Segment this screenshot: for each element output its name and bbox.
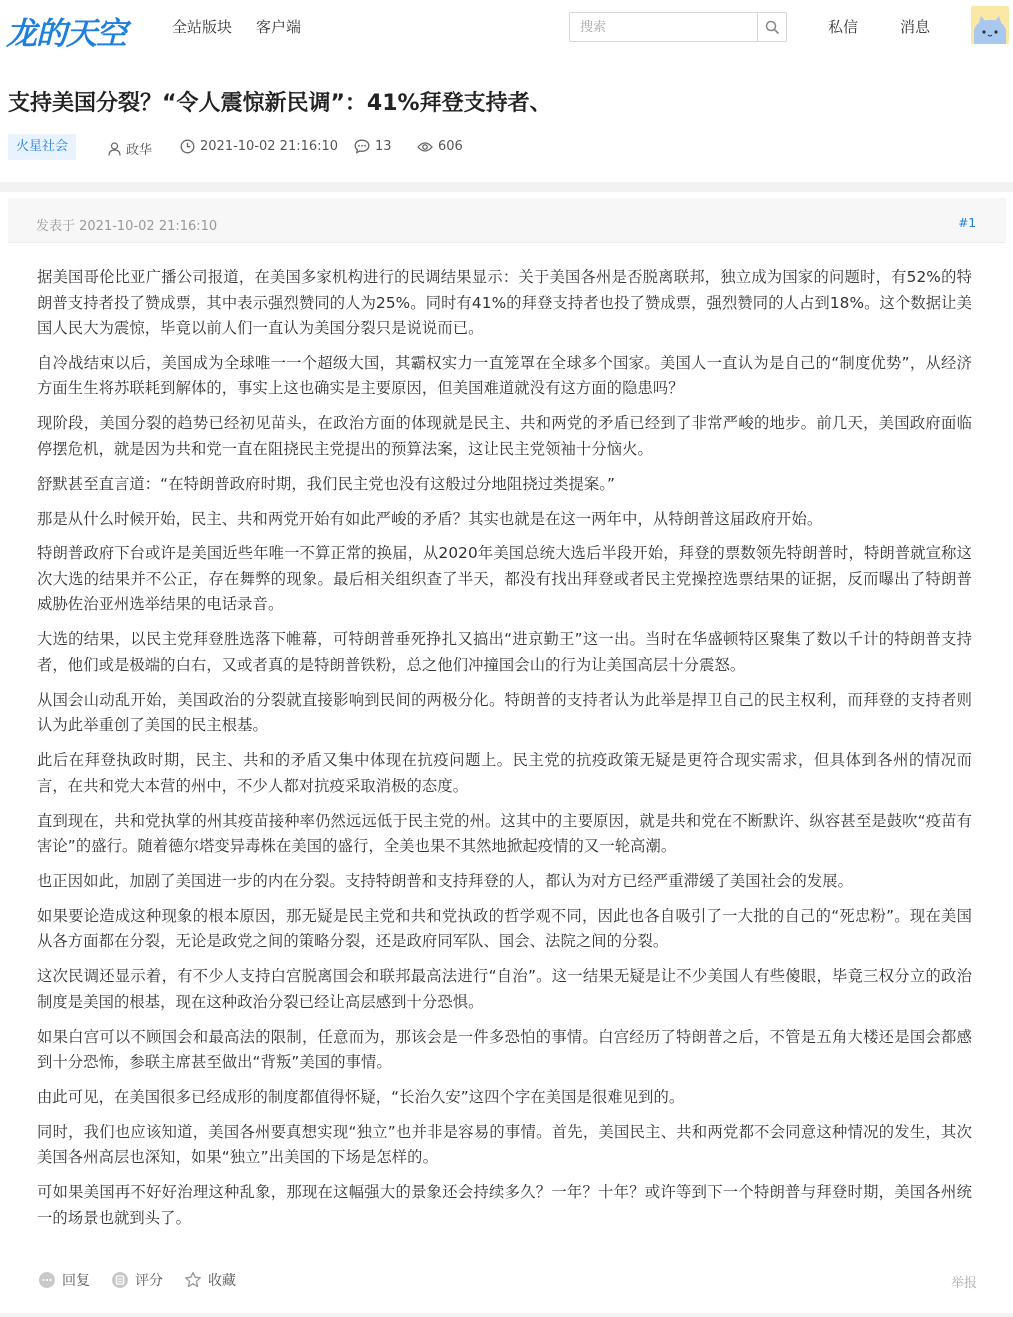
paragraph: 直到现在，共和党执掌的州其疫苗接种率仍然远远低于民主党的州。这其中的主要原因，就是共和党在不断默许、纵容甚至是鼓吹“疫苗有害论”的盛行。随着德尔塔变异毒株在美国的盛行，全美也果不其然地掀起疫情的又一轮高潮。 (37, 811, 972, 856)
avatar-cat-icon (971, 6, 1009, 44)
view-count: 606 (438, 139, 463, 154)
eye-icon (417, 141, 433, 153)
paragraph: 舒默甚至直言道：“在特朗普政府时期，我们民主党也没有这般过分地阻挠过类提案。” (37, 474, 616, 493)
post-body (37, 265, 972, 1241)
rate-label: 评分 (135, 1273, 163, 1289)
paragraph: 自冷战结束以后，美国成为全球唯一一个超级大国，其霸权实力一直笼罩在全球多个国家。美国人一直认为是自己的“制度优势”，从经济方面生生将苏联耗到解体的，事实上这也确实是主要原因，但美国难道就没有这方面的隐患吗？ (37, 353, 972, 398)
post-view-count (417, 139, 463, 154)
search-button[interactable] (757, 12, 787, 42)
paragraph: 由此可见，在美国很多已经成形的制度都值得怀疑，“长治久安”这四个字在美国是很难见到的。 (37, 1087, 685, 1106)
paragraph: 据美国哥伦比亚广播公司报道，在美国多家机构进行的民调结果显示：关于美国各州是否脱离联邦，独立成为国家的问题时，有52%的特朗普支持者投了赞成票，其中表示强烈赞同的人为25%。同时有41%的拜登支持者也投了赞成票，强烈赞同的人占到18%。这个数据让美国人民大为震惊，毕竟以前人们一直认为美国分裂只是说说而已。 (37, 268, 972, 337)
notifications-link[interactable]: 消息 (900, 18, 931, 36)
star-icon (184, 1271, 202, 1289)
reply-button[interactable] (38, 1270, 90, 1290)
top-navbar (0, 0, 1013, 54)
user-avatar[interactable] (971, 6, 1009, 44)
post-comment-count (354, 139, 392, 154)
author-name: 政华 (126, 143, 153, 158)
post-card (0, 192, 1013, 1313)
paragraph: 如果要论造成这种现象的根本原因，那无疑是民主党和共和党执政的哲学观不同，因此也各自吸引了一大批的自己的“死忠粉”。现在美国从各方面都在分裂，无论是政党之间的策略分裂，还是政府同军队、国会、法院之间的分裂。 (37, 906, 972, 951)
reply-icon (38, 1271, 56, 1289)
site-logo[interactable]: 龙的天空 (6, 16, 126, 52)
comment-icon (354, 139, 370, 154)
paragraph: 那是从什么时候开始，民主、共和两党开始有如此严峻的矛盾？其实也就是在这一两年中，从特朗普这届政府开始。 (37, 509, 823, 528)
paragraph: 如果白宫可以不顾国会和最高法的限制，任意而为，那该会是一件多恐怕的事情。白宫经历了特朗普之后，不管是五角大楼还是国会都感到十分恐怖，参联主席甚至做出“背叛”美国的事情。 (37, 1027, 972, 1072)
favorite-label: 收藏 (208, 1273, 236, 1289)
comment-count: 13 (375, 139, 392, 154)
post-title-area (0, 54, 1013, 182)
reply-label: 回复 (62, 1273, 90, 1289)
paragraph: 从国会山动乱开始，美国政治的分裂就直接影响到民间的两极分化。特朗普的支持者认为此举是捍卫自己的民主权利，而拜登的支持者则认为此举重创了美国的民主根基。 (37, 690, 972, 735)
floor-number[interactable]: #1 (958, 216, 976, 230)
paragraph: 此后在拜登执政时期，民主、共和的矛盾又集中体现在抗疫问题上。民主党的抗疫政策无疑是更符合现实需求，但具体到各州的情况而言，在共和党大本营的州中，不少人都对抗疫采取消极的态度。 (37, 751, 972, 795)
user-icon (108, 142, 121, 156)
paragraph: 这次民调还显示着，有不少人支持白宫脱离国会和联邦最高法进行“自治”。这一结果无疑是让不少美国人有些傻眼，毕竟三权分立的政治制度是美国的根基，现在这种政治分裂已经让高层感到十分恐惧。 (37, 967, 972, 1011)
private-messages-link[interactable]: 私信 (828, 18, 859, 36)
paragraph: 特朗普政府下台或许是美国近些年唯一不算正常的换届，从2020年美国总统大选后半段开始，拜登的票数领先特朗普时，特朗普就宣称这次大选的结果并不公正，存在舞弊的现象。最后相关组织查了半天，都没有找出拜登或者民主党操控选票结果的证据，反而曝出了特朗普威胁佐治亚州选举结果的电话录音。 (37, 544, 972, 614)
paragraph: 现阶段，美国分裂的趋势已经初见苗头，在政治方面的体现就是民主、共和两党的矛盾已经到了非常严峻的地步。前几天，美国政府面临停摆危机，就是因为共和党一直在阻挠民主党提出的预算法案，这让民主党领袖十分恼火。 (37, 414, 972, 458)
post-header (8, 198, 1006, 243)
paragraph: 也正因如此，加剧了美国进一步的内在分裂。支持特朗普和支持拜登的人，都认为对方已经严重滞缓了美国社会的发展。 (37, 871, 854, 890)
clock-icon (180, 139, 195, 154)
rate-button[interactable] (111, 1270, 163, 1290)
report-button[interactable]: 举报 (950, 1276, 977, 1291)
post-datetime (180, 139, 338, 154)
datetime-text: 2021-10-02 21:16:10 (200, 139, 339, 154)
forum-badge[interactable]: 火星社会 (8, 134, 76, 160)
search-icon (765, 20, 780, 35)
search-input[interactable] (569, 12, 757, 42)
paragraph: 同时，我们也应该知道，美国各州要真想实现“独立”也并非是容易的事情。首先，美国民主、共和两党都不会同意这种情况的发生，其次美国各州高层也深知，如果“独立”出美国的下场是怎样的。 (37, 1122, 972, 1167)
paragraph: 可如果美国再不好好治理这种乱象，那现在这幅强大的景象还会持续多久？一年？十年？或许等到下一个特朗普与拜登时期，美国各州统一的场景也就到头了。 (37, 1183, 972, 1227)
post-author[interactable] (108, 139, 152, 158)
post-title: 支持美国分裂？“令人震惊新民调”：41%拜登支持者、 (8, 91, 552, 116)
rate-icon (111, 1271, 129, 1289)
post-actions (0, 1270, 1013, 1294)
paragraph: 大选的结果，以民主党拜登胜选落下帷幕，可特朗普垂死挣扎又搞出“进京勤王”这一出。当时在华盛顿特区聚集了数以千计的特朗普支持者，他们或是极端的白右，又或者真的是特朗普铁粉，总之他们冲撞国会山的行为让美国高层十分震怒。 (37, 630, 972, 674)
post-date: 发表于 2021-10-02 21:16:10 (36, 219, 218, 234)
favorite-button[interactable] (184, 1270, 236, 1290)
nav-all-forums[interactable]: 全站版块 (172, 18, 233, 36)
nav-client[interactable]: 客户端 (256, 18, 302, 36)
